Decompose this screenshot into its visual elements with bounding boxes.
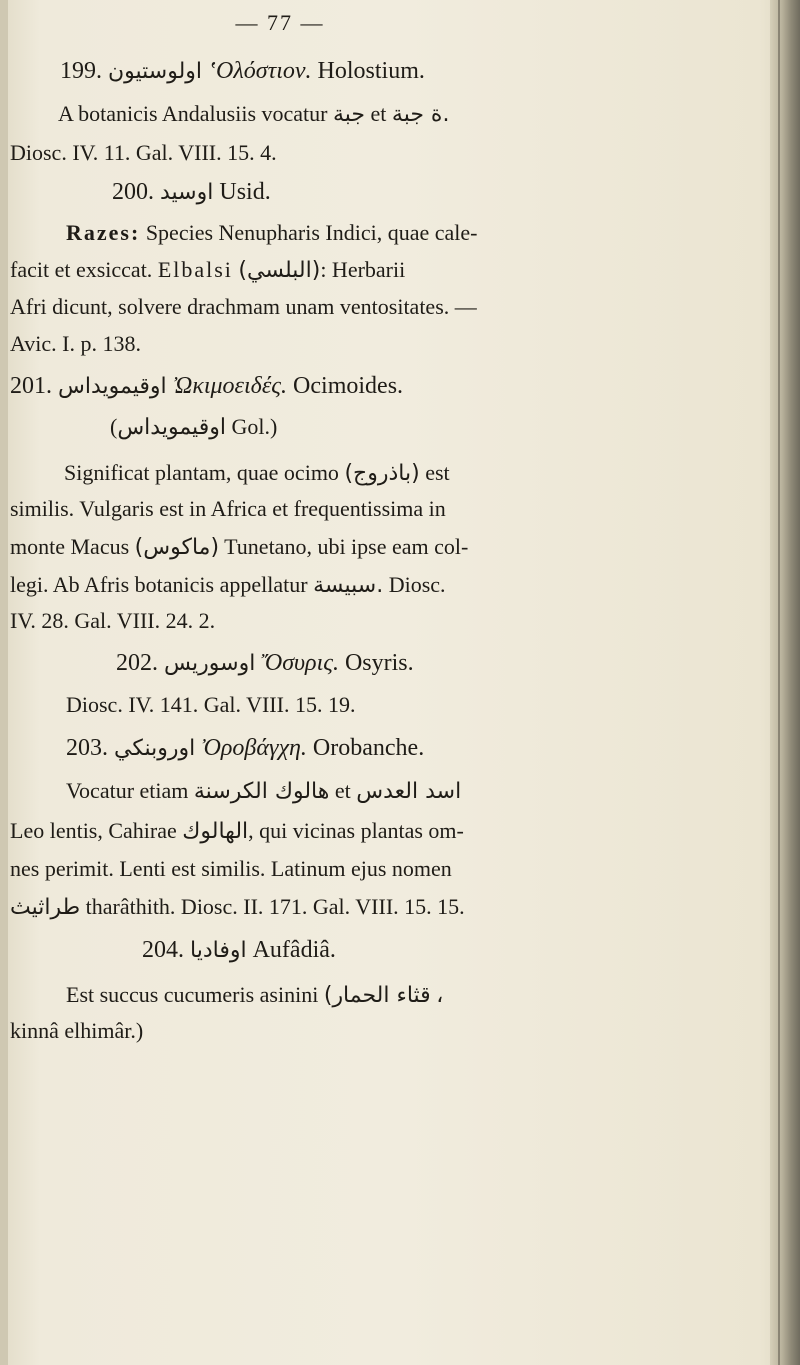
entry-203-line-4: طراثيث tharâthith. Diosc. II. 171. Gal. VIII. 15. 15.	[10, 894, 465, 920]
arabic-term: اولوستيون	[108, 59, 203, 84]
entry-203-line-1: Vocatur etiam هالوك الكرسنة et اسد العدس	[66, 778, 462, 804]
entry-200-line-1: Razes: Species Nenupharis Indici, quae cale-	[66, 220, 478, 245]
entry-201-line-2: similis. Vulgaris est in Africa et frequentissima in	[10, 496, 446, 521]
entry-200-line-4: Avic. I. p. 138.	[10, 331, 141, 356]
entry-201-heading: 201. اوقيمويداس Ὠκιμοειδές. Ocimoides.	[10, 373, 404, 399]
entry-203-line-2: Leo lentis, Cahirae الهالوك, qui vicinas plantas om-	[10, 818, 464, 844]
entry-201-line-5: IV. 28. Gal. VIII. 24. 2.	[10, 608, 216, 633]
entry-201-sub: (اوقيمويداس Gol.)	[110, 414, 278, 439]
entry-201-line-1: Significat plantam, quae ocimo (باذروج) est	[64, 460, 450, 486]
entry-200-line-2: facit et exsiccat. Elbalsi (البلسي): Herbarii	[10, 257, 406, 283]
entry-202-line-1: Diosc. IV. 141. Gal. VIII. 15. 19.	[66, 692, 356, 717]
book-binding-edge	[770, 0, 800, 1365]
entry-201-line-3: monte Macus (ماكوس) Tunetano, ubi ipse eam col-	[10, 534, 469, 560]
entry-200-line-3: Afri dicunt, solvere drachmam unam ventositates. —	[10, 294, 477, 319]
latin-term: Holostium.	[317, 58, 425, 84]
entry-200-heading: 200. اوسيد Usid.	[112, 179, 271, 205]
entry-199-heading	[60, 58, 425, 85]
entry-202-heading: 202. اوسوريس Ὄσυρις. Osyris.	[116, 650, 414, 676]
entry-201-line-4: legi. Ab Afris botanicis appellatur سبيسة. Diosc.	[10, 572, 446, 598]
entry-204-heading: 204. اوفاديا Aufâdiâ.	[142, 937, 336, 963]
entry-199-line-1: A botanicis Andalusiis vocatur جبة et ة جبة.	[58, 101, 450, 127]
entry-204-line-2: kinnâ elhimâr.)	[10, 1018, 144, 1043]
entry-204-line-1: Est succus cucumeris asinini (قثاء الحمار ،	[66, 982, 444, 1008]
entry-203-line-3: nes perimit. Lenti est similis. Latinum ejus nomen	[10, 856, 452, 881]
page-left-edge	[0, 0, 8, 1365]
greek-term: ʽΟλόστιον.	[208, 58, 312, 84]
entry-number: 199.	[60, 58, 102, 84]
entry-203-heading: 203. اوروبنكي Ὀροβάγχη. Orobanche.	[66, 735, 425, 761]
page-number: — 77 —	[235, 10, 325, 35]
entry-199-line-2: Diosc. IV. 11. Gal. VIII. 15. 4.	[10, 140, 277, 165]
